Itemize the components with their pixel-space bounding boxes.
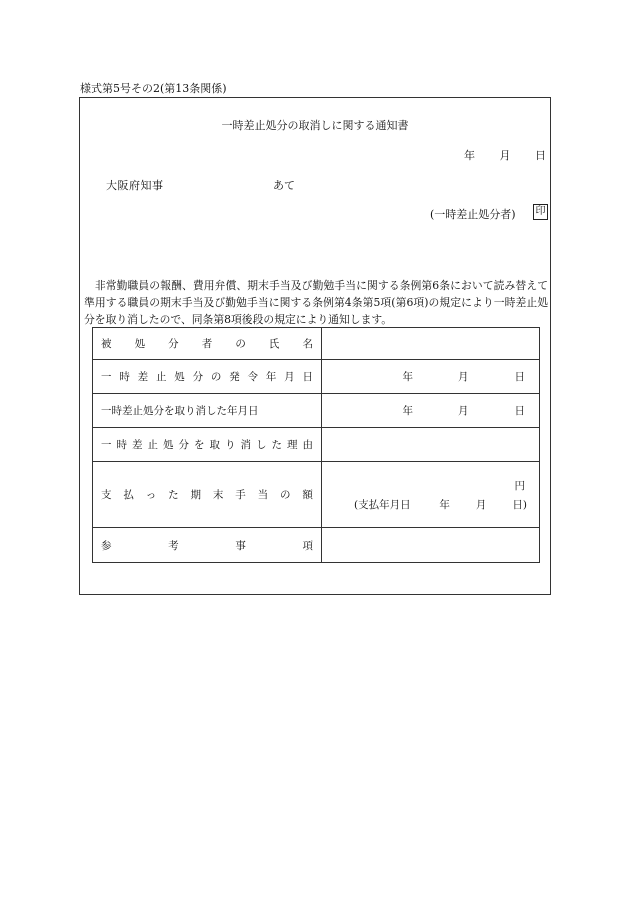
- label-paid-amount: 支 払 っ た 期 末 手 当 の 額: [101, 489, 313, 501]
- issue-date-day: 日: [535, 149, 546, 162]
- table-row: [93, 528, 540, 563]
- seal-mark: 印: [533, 204, 548, 220]
- row-value-remarks: [322, 528, 540, 563]
- yen-unit: 円: [514, 479, 525, 492]
- table-row: [93, 328, 540, 360]
- issue-date-month: 月: [499, 149, 511, 162]
- label-cancellation-reason: 一 時 差 止 処 分 を 取 り 消 し た 理 由: [101, 439, 313, 451]
- table-row: [93, 360, 540, 394]
- table-row: [93, 462, 540, 528]
- addressee-name: 大阪府知事: [106, 179, 164, 192]
- document-frame: [79, 97, 551, 595]
- payment-date: (支払年月日 年 月 日): [354, 498, 527, 511]
- label-remarks: 参 考 事 項: [101, 539, 313, 552]
- document-title: 一時差止処分の取消しに関する通知書: [221, 119, 409, 132]
- payment-date-label: (支払年月日: [354, 498, 411, 511]
- table-row: [93, 394, 540, 428]
- row-label: [93, 328, 322, 360]
- issue-date: [464, 147, 546, 163]
- table-row: [93, 428, 540, 462]
- details-table: [92, 327, 540, 563]
- row-label: [93, 528, 322, 563]
- date-cell: 年 月 日: [402, 371, 525, 383]
- row-label: [93, 394, 322, 428]
- date-cell: 年 月 日: [402, 405, 525, 417]
- label-suspension-date: 一 時 差 止 処 分 の 発 令 年 月 日: [101, 371, 313, 383]
- addressee-suffix: あて: [273, 179, 295, 192]
- form-number-label: 様式第5号その2(第13条関係): [80, 82, 227, 95]
- row-label: [93, 428, 322, 462]
- row-label: [93, 462, 322, 528]
- label-cancellation-date: 一時差止処分を取り消した年月日: [101, 405, 259, 417]
- row-label: [93, 360, 322, 394]
- notice-body: 非常勤職員の報酬、費用弁償、期末手当及び勤勉手当に関する条例第6条において読み替えて準用する職員の期末手当及び勤勉手当に関する条例第4条第5項(第6項)の規定により一時差止処分を取り消したので、同条第8項後段の規定により通知します。: [84, 279, 548, 326]
- sender-label: (一時差止処分者): [430, 208, 516, 221]
- row-value-suspension-date: [322, 360, 540, 394]
- label-subject-name: 被 処 分 者 の 氏 名: [101, 338, 313, 350]
- row-value-cancellation-reason: [322, 428, 540, 462]
- row-value-subject-name: [322, 328, 540, 360]
- issue-date-year: 年: [464, 149, 475, 162]
- row-value-cancellation-date: [322, 394, 540, 428]
- row-value-paid-amount: [322, 462, 540, 528]
- notice-body-text: [84, 277, 548, 328]
